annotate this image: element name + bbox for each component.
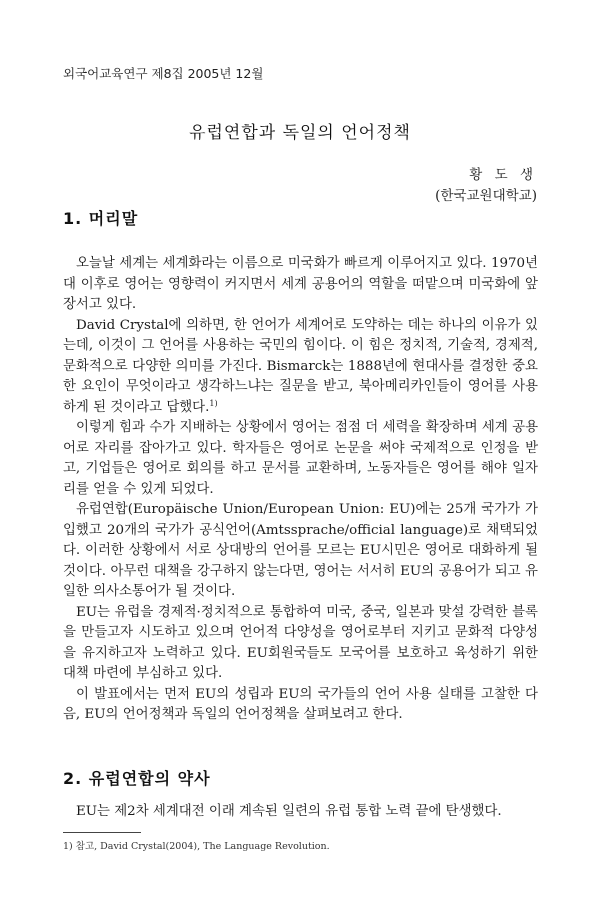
section-body-eu-history xyxy=(63,802,538,823)
section-heading-eu-history: 2. 유럽연합의 약사 xyxy=(63,769,211,788)
paragraph: EU는 제2차 세계대전 이래 계속된 일련의 유럽 통합 노력 끝에 탄생했다. xyxy=(76,804,502,819)
author-affiliation: (한국교원대학교) xyxy=(435,188,537,204)
paragraph: 유럽연합(Europäische Union/European Union: EU)에는 25개 국가가 가입했고 20개의 국가가 공식언어(Amtssprache/official language)로 채택되었다. 이러한 상황에서 서로 상대방의 언어를 모르는 EU시민은 영어로 대화하게 될 것이다. 아무런 대책을 강구하지 않는다면, 영어는 서서히 EU의 공용어가 되고 유일한 의사소통어가 될 것이다. xyxy=(63,502,538,599)
author-name: 황 도 생 xyxy=(469,167,537,183)
footnote-marker: 1) xyxy=(209,398,218,408)
section-heading-introduction: 1. 머리말 xyxy=(63,209,139,228)
article-title: 유럽연합과 독일의 언어정책 xyxy=(189,123,411,143)
footnote: 1) 참고, David Crystal(2004), The Language Revolution. xyxy=(63,841,330,852)
paragraph-text: David Crystal에 의하면, 한 언어가 세계어로 도약하는 데는 하나의 이유가 있는데, 이것이 그 언어를 사용하는 국민의 힘이다. 이 힘은 정치적, 기술적, 경제적, 문화적으로 다양한 의미를 가진다. Bismarck는 1888년에 현대사를 결정한 중요한 요인이 무엇이라고 생각하느냐는 질문을 받고, 북아메리카인들이 영어를 사용하게 된 것이라고 답했다. xyxy=(63,317,538,415)
footnote-divider xyxy=(63,832,141,833)
running-header: 외국어교육연구 제8집 2005년 12월 xyxy=(63,66,264,81)
paragraph: 오늘날 세계는 세계화라는 이름으로 미국화가 빠르게 이루어지고 있다. 1970년대 이후로 영어는 영향력이 커지면서 세계 공용어의 역할을 떠맡으며 미국화에 앞장서고 있다. xyxy=(63,256,538,312)
paragraph: 이 발표에서는 먼저 EU의 성립과 EU의 국가들의 언어 사용 실태를 고찰한 다음, EU의 언어정책과 독일의 언어정책을 살펴보려고 한다. xyxy=(63,686,538,722)
paragraph: EU는 유럽을 경제적·정치적으로 통합하여 미국, 중국, 일본과 맞설 강력한 블록을 만들고자 시도하고 있으며 언어적 다양성을 영어로부터 지키고 문화적 다양성을 유지하고자 노력하고 있다. EU회원국들도 모국어를 보호하고 육성하기 위한 대책 마련에 부심하고 있다. xyxy=(63,604,538,681)
section-body-introduction xyxy=(63,254,538,726)
paragraph xyxy=(63,316,538,419)
paragraph: 이렇게 힘과 수가 지배하는 상황에서 영어는 점점 더 세력을 확장하며 세계 공용어로 자리를 잡아가고 있다. 학자들은 영어로 논문을 써야 국제적으로 인정을 받고, 기업들은 영어로 회의를 하고 문서를 교환하며, 노동자들은 영어를 해야 일자리를 얻을 수 있게 되었다. xyxy=(63,420,538,497)
